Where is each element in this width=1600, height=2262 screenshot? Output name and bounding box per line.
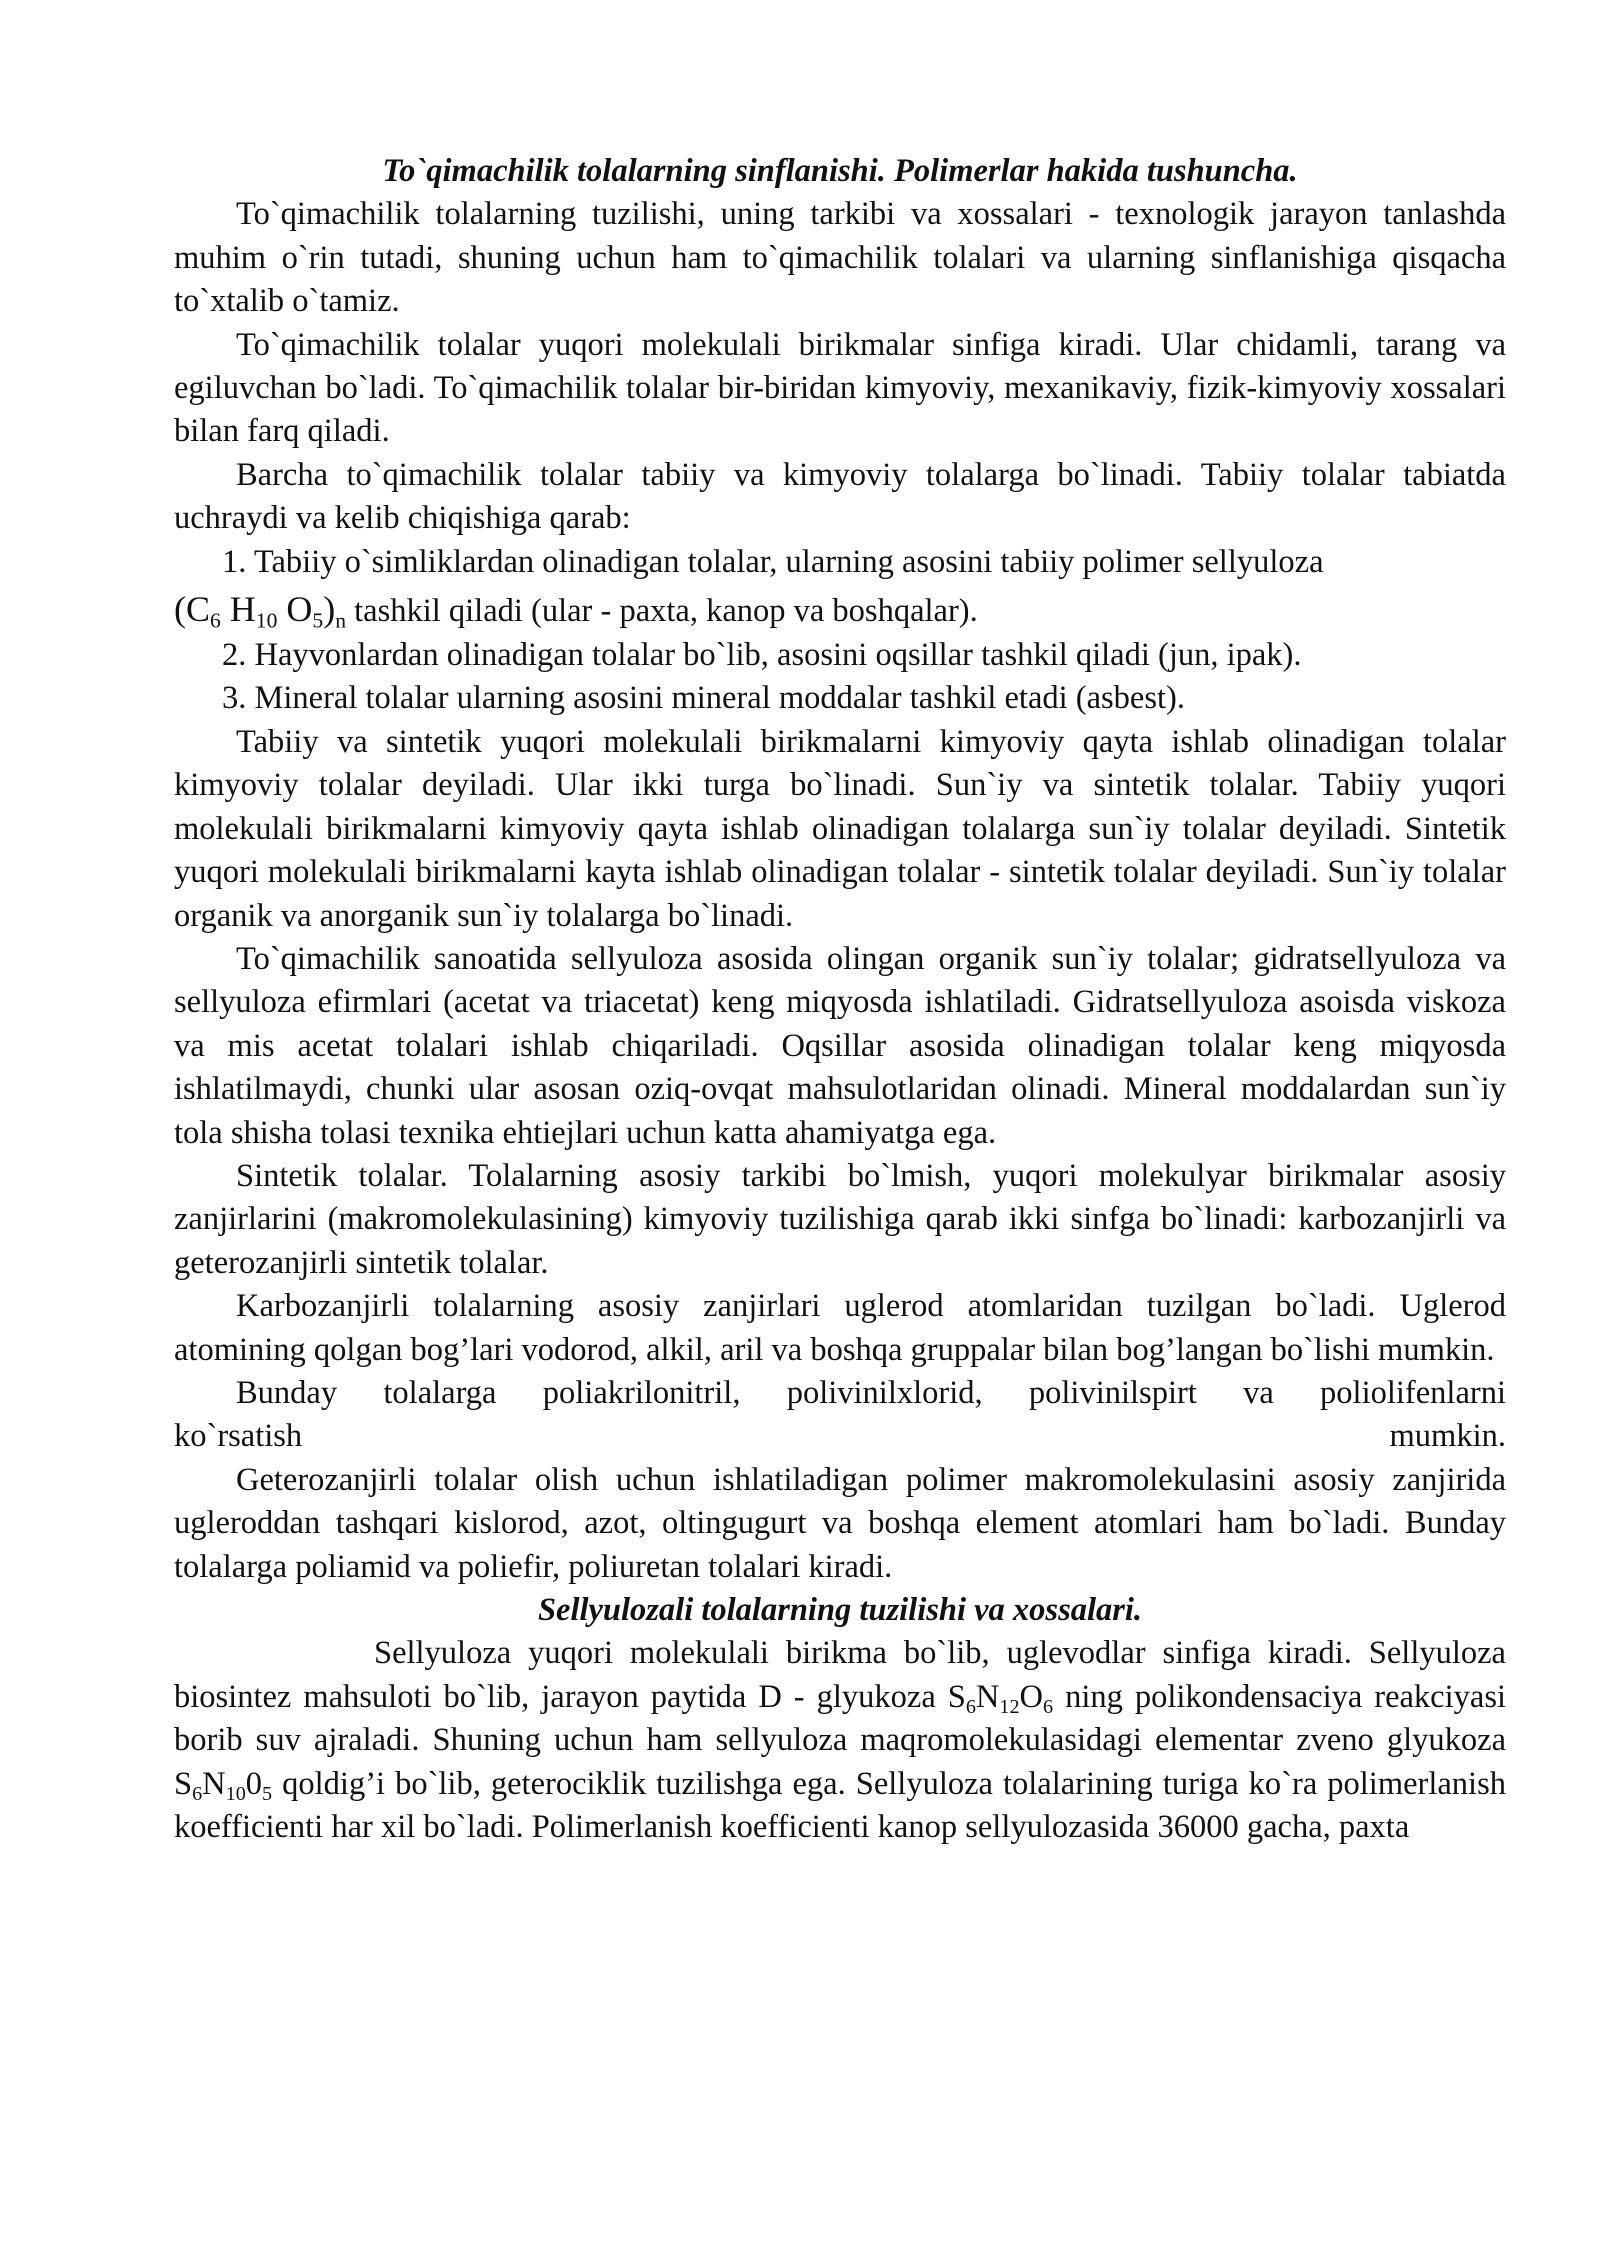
cellulose-formula: ($C_6$ $H_{10}$ $O_5)_n$ — [174, 589, 346, 633]
paragraph-polymer-fibers: To`qimachilik tolalar yuqori molekulali birikmalar sinfiga kiradi. Ular chidamli, tarang va egiluvchan bo`ladi. To`qimachilik tolalar bir-biridan kimyoviy, mexanikaviy, fizik-kimyoviy xossalari bilan farq qiladi. — [174, 326, 1506, 450]
document-body — [174, 150, 1506, 1849]
list-item-animal-fibers: 2. Hayvonlardan olinadigan tolalar bo`lib, asosini oqsillar tashkil qiladi (jun, ipak). — [222, 637, 1302, 674]
paragraph-examples-line1: Bunday tolalarga poliakrilonitril, polivinilxlorid, polivinilspirt va poliolifenlarni — [236, 1374, 1506, 1411]
paragraph-chemical-fibers: Tabiiy va sintetik yuqori molekulali birikmalarni kimyoviy qayta ishlab olinadigan tolalar kimyoviy tolalar deyiladi. Ular ikki turga bo`linadi. Sun`iy va sintetik tolalar. Tabiiy yuqori molekulali birikmalarni kimyoviy qayta ishlab olinadigan tolalarga sun`iy tolalar deyiladi. Sintetik yuqori molekulali birikmalarni kayta ishlab olinadigan tolalar - sintetik tolalar deyiladi. Sun`iy tolalar organik va anorganik sun`iy tolalarga bo`linadi. — [174, 723, 1506, 934]
paragraph-cellulose-based: To`qimachilik sanoatida sellyuloza asosida olingan organik sun`iy tolalar; gidratsellyuloza va sellyuloza efirmlari (acetat va triacetat) keng miqyosda ishlatiladi. Gidratsellyuloza asoisda viskoza va mis acetat tolalari ishlab chiqariladi. Oqsillar asosida olinadigan tolalar keng miqyosda ishlatilmaydi, chunki ular asosan oziq-ovqat mahsulotlaridan olinadi. Mineral moddalardan sun`iy tola shisha tolasi texnika ehtiejlari uchun katta ahamiyatga ega. — [174, 940, 1506, 1151]
list-item-mineral-fibers: 3. Mineral tolalar ularning asosini mineral moddalar tashkil etadi (asbest). — [222, 680, 1185, 717]
section-title-classification: To`qimachilik tolalarning sinflanishi. Polimerlar hakida tushuncha. — [382, 153, 1298, 189]
paragraph-examples-line2: ko`rsatish mumkin. — [174, 1418, 1506, 1455]
paragraph-carbochain: Karbozanjirli tolalarning asosiy zanjirlari uglerod atomlaridan tuzilgan bo`ladi. Uglerod atomining qolgan bog’lari vodorod, alkil, aril va boshqa gruppalar bilan bog’langan bo`lishi mumkin. — [174, 1288, 1506, 1368]
paragraph-intro: To`qimachilik tolalarning tuzilishi, uning tarkibi va xossalari - texnologik jarayon tanlashda muhim o`rin tutadi, shuning uchun ham to`qimachilik tolalari va ularning sinflanishiga qisqacha to`xtalib o`tamiz. — [174, 196, 1506, 320]
section-title-cellulose: Sellyulozali tolalarning tuzilishi va xossalari. — [537, 1592, 1143, 1628]
paragraph-cellulose-structure: Sellyuloza yuqori molekulali birikma bo`lib, uglevodlar sinfiga kiradi. Sellyuloza biosintez mahsuloti bo`lib, jarayon paytida D - glyukoza $S_6N_{12}O_6$ ning polikondensaciya reakciyasi borib suv ajraladi. Shuning uchun ham sellyuloza maqromolekulasidagi elementar zveno glyukoza $S_6N_{10}0_5$ qoldig’i bo`lib, geterociklik tuzilishga ega. Sellyuloza tolalarining turiga ko`ra polimerlanish koefficienti har xil bo`ladi. Polimerlanish koefficienti kanop sellyulozasida 36000 gacha, paxta — [174, 1635, 1506, 1846]
list-item-plant-fibers-cont: ($C_6$ $H_{10}$ $O_5)_n$ tashkil qiladi (ular - paxta, kanop va boshqalar). — [174, 589, 978, 633]
paragraph-examples — [174, 1372, 1506, 1459]
list-item-plant-fibers: 1. Tabiiy o`simliklardan olinadigan tolalar, ularning asosini tabiiy polimer sellyuloza — [222, 543, 1324, 580]
paragraph-fiber-types: Barcha to`qimachilik tolalar tabiiy va kimyoviy tolalarga bo`linadi. Tabiiy tolalar tabiatda uchraydi va kelib chiqishiga qarab: — [174, 456, 1506, 537]
paragraph-synthetic-fibers: Sintetik tolalar. Tolalarning asosiy tarkibi bo`lmish, yuqori molekulyar birikmalar asosiy zanjirlarini (makromolekulasining) kimyoviy tuzilishiga qarab ikki sinfga bo`linadi: karbozanjirli va geterozanjirli sintetik tolalar. — [174, 1157, 1506, 1281]
paragraph-heterochain: Geterozanjirli tolalar olish uchun ishlatiladigan polimer makromolekulasini asosiy zanjirida ugleroddan tashqari kislorod, azot, oltingugurt va boshqa element atomlari ham bo`ladi. Bunday tolalarga poliamid va poliefir, poliuretan tolalari kiradi. — [174, 1461, 1506, 1585]
